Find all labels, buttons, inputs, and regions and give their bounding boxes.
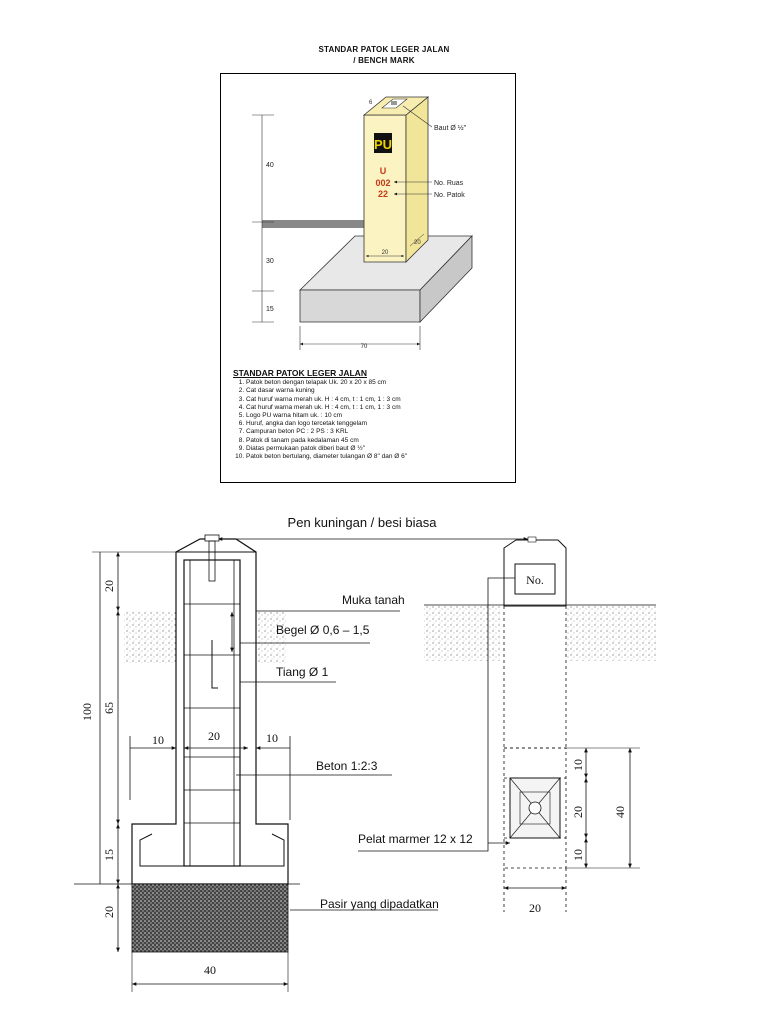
dim-20-width: 20 <box>381 250 389 256</box>
dim-40-base-label: 40 <box>204 963 216 977</box>
notes-item: 5. Logo PU warna hitam uk. : 10 cm <box>246 412 508 420</box>
footing-hook-right <box>240 834 284 866</box>
post-outline <box>132 539 288 884</box>
notes-item: 10. Patok beton bertulang, diameter tulangan Ø 8" dan Ø 6" <box>246 453 508 461</box>
ground-level-band <box>262 220 374 228</box>
notes-block <box>233 369 508 461</box>
dim-plan-width-label: 20 <box>529 901 541 915</box>
footing-hook-left <box>140 834 184 866</box>
notes-list <box>233 379 508 461</box>
plate-pin-icon <box>529 802 541 814</box>
notes-item: 1. Patok beton dengan telapak Uk. 20 x 20 x 85 cm <box>246 379 508 387</box>
dim-70-label: 70 <box>360 344 368 350</box>
title-line-2: / BENCH MARK <box>353 56 415 65</box>
sand-layer <box>132 884 288 952</box>
notes-item: 3. Cat huruf warna merah uk. H : 4 cm, t : 1 cm, 1 : 3 cm <box>246 396 508 404</box>
label-tiang: Tiang Ø 1 <box>276 665 329 679</box>
dim-15-label: 15 <box>266 306 274 313</box>
dim-40-label: 40 <box>266 162 274 169</box>
label-muka-tanah: Muka tanah <box>342 593 405 607</box>
notes-item: 9. Diatas permukaan patok diberi baut Ø ½" <box>246 445 508 453</box>
pin-head-icon <box>205 535 219 541</box>
dim-10-left-label: 10 <box>152 733 164 747</box>
label-patok: No. Patok <box>434 192 465 199</box>
dim-65-label: 65 <box>102 702 116 714</box>
label-begel: Begel Ø 0,6 – 1,5 <box>276 623 370 637</box>
pin-shaft <box>209 541 215 581</box>
rebar-hook <box>212 640 218 688</box>
soil-hatch-plan-left <box>424 605 500 661</box>
dim-plan-10b-label: 10 <box>571 849 585 861</box>
code-u: U <box>379 166 387 176</box>
code-patok: 22 <box>377 189 389 199</box>
dim-plan-10a-label: 10 <box>571 759 585 771</box>
base-slab-front <box>300 290 420 322</box>
plan-pin-icon <box>528 537 536 542</box>
dim-10-right-label: 10 <box>266 731 278 745</box>
dim-plan-40-label: 40 <box>613 806 627 818</box>
notes-item: 8. Patok di tanam pada kedalaman 45 cm <box>246 437 508 445</box>
code-ruas: 002 <box>375 178 391 188</box>
plan-dashed-body <box>504 606 566 912</box>
dim-20-bottom-label: 20 <box>102 906 116 918</box>
label-ruas: No. Ruas <box>434 180 464 187</box>
notes-title: STANDAR PATOK LEGER JALAN <box>233 368 367 378</box>
label-beton: Beton 1:2:3 <box>316 759 378 773</box>
notes-item: 6. Huruf, angka dan logo tercetak tenggelam <box>246 420 508 428</box>
section-drawing <box>74 515 656 992</box>
label-no: No. <box>526 573 544 587</box>
pu-logo-text: PU <box>373 137 393 152</box>
title-line-1: STANDAR PATOK LEGER JALAN <box>318 45 450 54</box>
dim-20-top-label: 20 <box>102 580 116 592</box>
reinforcement-cage <box>184 560 240 866</box>
dim-20-mid-label: 20 <box>208 729 220 743</box>
soil-hatch-plan-right <box>566 605 656 661</box>
label-pelat: Pelat marmer 12 x 12 <box>358 832 473 846</box>
dim-30-label: 30 <box>266 258 274 265</box>
notes-item: 7. Campuran beton PC : 2 PS : 3 KRL <box>246 428 508 436</box>
dim-20-depth: 20 <box>414 240 421 246</box>
soil-hatch-left <box>124 611 176 663</box>
label-baut: Baut Ø ½" <box>434 125 467 132</box>
dim-plan-20-label: 20 <box>571 806 585 818</box>
dim-15-label: 15 <box>102 849 116 861</box>
label-pasir: Pasir yang dipadatkan <box>320 897 439 911</box>
perspective-drawing <box>252 97 472 350</box>
bolt-icon <box>391 101 397 105</box>
notes-item: 4. Cat huruf warna merah uk. H : 4 cm, t : 1 cm, 1 : 3 cm <box>246 404 508 412</box>
notes-item: 2. Cat dasar warna kuning <box>246 387 508 395</box>
soil-hatch-right-side <box>256 611 286 663</box>
dim-6: 6 <box>369 100 373 106</box>
dim-100-label: 100 <box>80 703 94 721</box>
label-pen: Pen kuningan / besi biasa <box>287 515 437 530</box>
